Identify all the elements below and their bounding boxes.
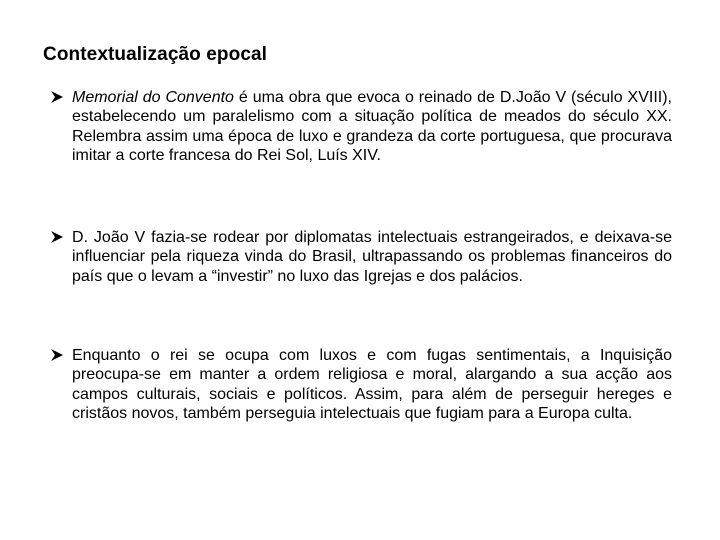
bullet-body: é uma obra que evoca o reinado de D.João V (século XVIII), estabelecendo um paralelismo com a situação política de meados do século XX. Relembra assim uma época de luxo e grandeza da corte portuguesa, que procurava imitar a corte francesa do Rei Sol, Luís XIV.	[72, 89, 672, 165]
bullet-body: Enquanto o rei se ocupa com luxos e com fugas sentimentais, a Inquisição preocupa-se em manter a ordem religiosa e moral, alargando a sua acção aos campos culturais, sociais e políticos. Assim, para além de perseguir hereges e cristãos novos, também perseguia intelectuais que fugiam para a Europa culta.	[72, 347, 672, 423]
bullet-text	[72, 346, 672, 424]
bullet-item	[50, 228, 672, 286]
bullet-text	[72, 228, 672, 286]
page-title: Contextualização epocal	[43, 44, 268, 65]
bullet-body: D. João V fazia-se rodear por diplomatas intelectuais estrangeirados, e deixava-se influenciar pela riqueza vinda do Brasil, ultrapassando os problemas financeiros do país que o levam a “investir” no luxo das Igrejas e dos palácios.	[72, 229, 672, 285]
arrowhead-bullet-icon	[50, 89, 64, 111]
book-title: Memorial do Convento	[72, 89, 234, 106]
arrowhead-bullet-icon	[50, 347, 64, 369]
bullet-text	[72, 88, 672, 166]
bullet-item	[50, 346, 672, 424]
bullet-item	[50, 88, 672, 166]
arrowhead-bullet-icon	[50, 229, 64, 251]
